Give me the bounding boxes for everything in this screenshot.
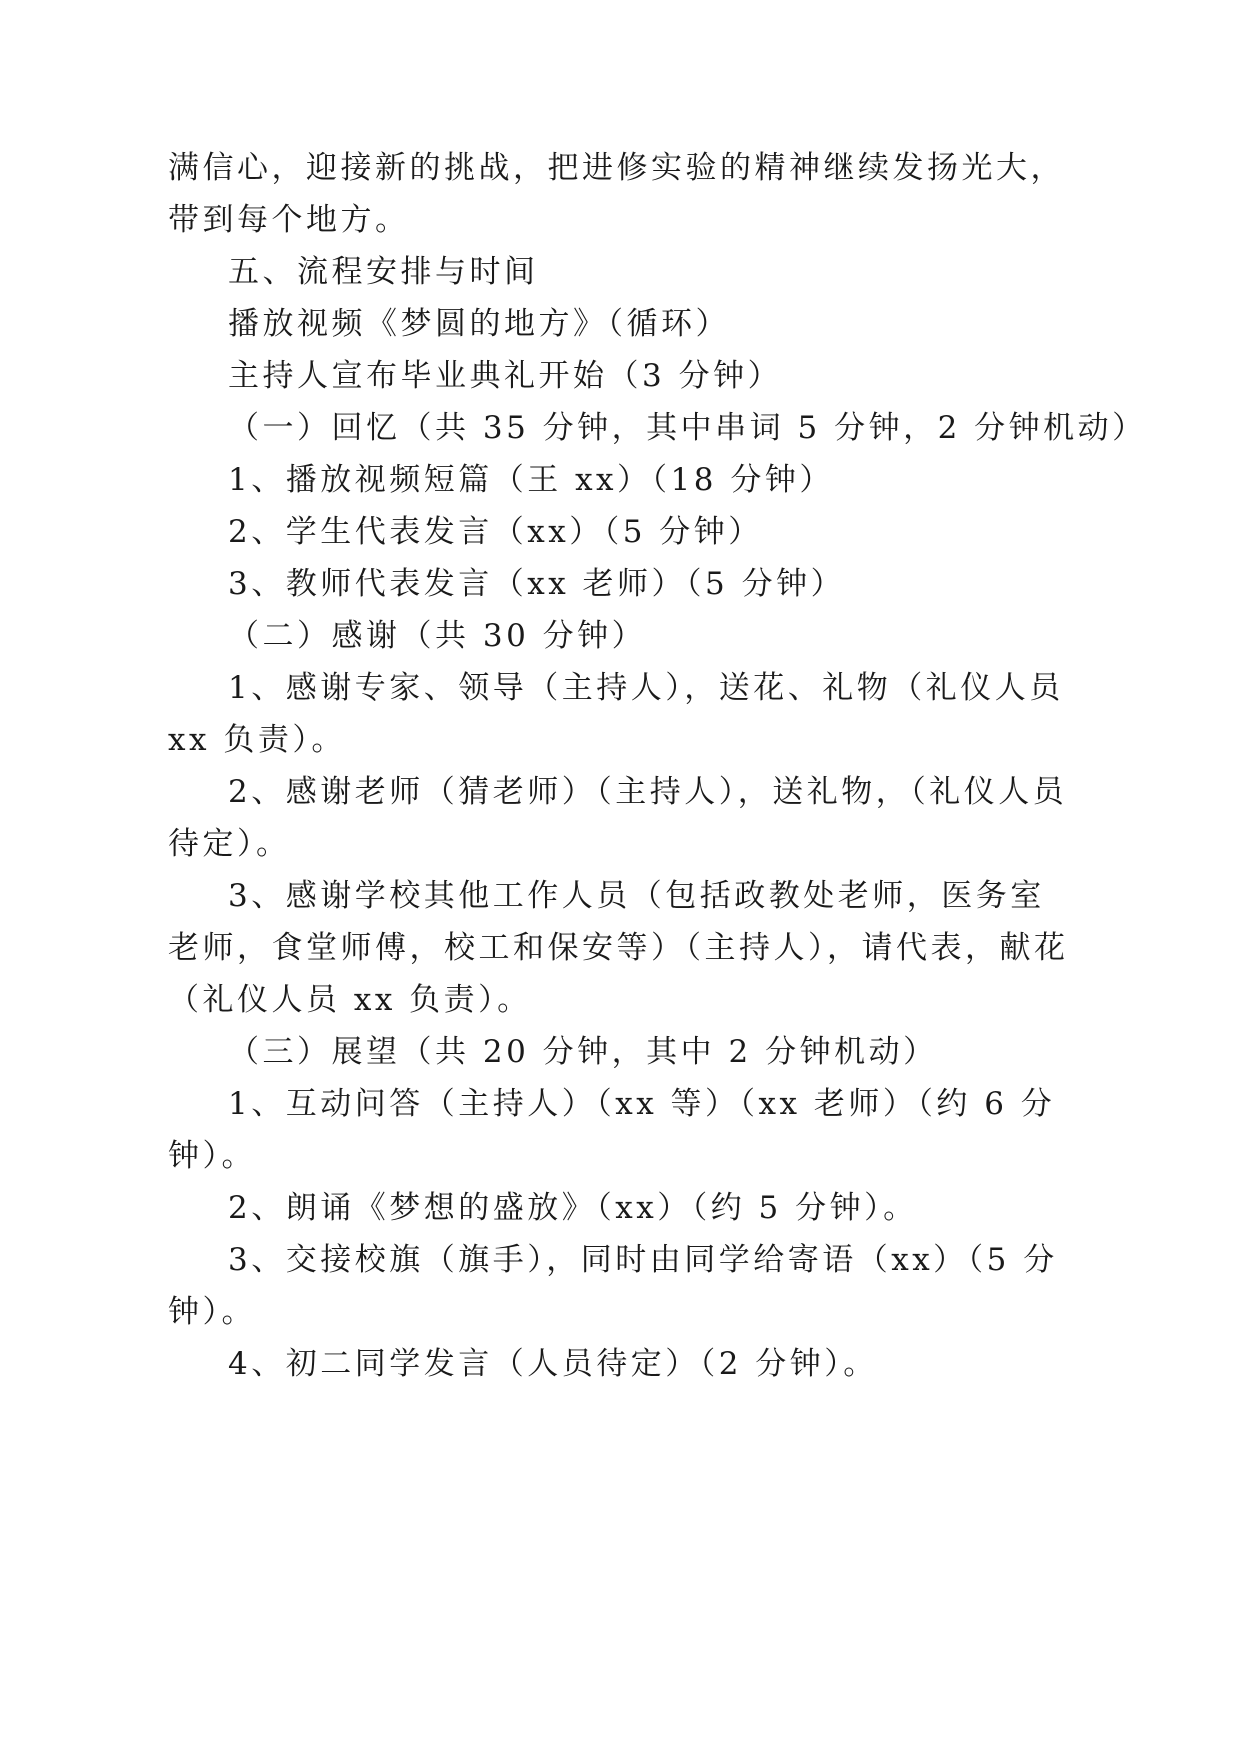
text-line: 满信心，迎接新的挑战，把进修实验的精神继续发扬光大， (168, 150, 1065, 186)
list-item: 2、朗诵《梦想的盛放》（xx）（约 5 分钟）。 (228, 1190, 918, 1226)
list-item: 2、感谢老师（猜老师）（主持人），送礼物，（礼仪人员 (228, 774, 1068, 810)
list-item: 1、播放视频短篇（王 xx）（18 分钟） (228, 462, 834, 498)
list-item: 3、交接校旗（旗手），同时由同学给寄语（xx）（5 分 (228, 1242, 1058, 1278)
list-item-continuation: xx 负责）。 (168, 722, 346, 758)
subsection-heading: （一）回忆（共 35 分钟，其中串词 5 分钟，2 分钟机动） (228, 410, 1147, 446)
list-item-continuation: 老师，食堂师傅，校工和保安等）（主持人），请代表，献花 (168, 930, 1069, 966)
list-item-continuation: 钟）。 (168, 1138, 256, 1174)
subsection-heading: （三）展望（共 20 分钟，其中 2 分钟机动） (228, 1034, 938, 1070)
text-line: 播放视频《梦圆的地方》（循环） (228, 306, 730, 342)
list-item: 3、感谢学校其他工作人员（包括政教处老师，医务室 (228, 878, 1045, 914)
list-item: 2、学生代表发言（xx）（5 分钟） (228, 514, 763, 550)
subsection-heading: （二）感谢（共 30 分钟） (228, 618, 647, 654)
list-item-continuation: （礼仪人员 xx 负责）。 (168, 982, 532, 1018)
list-item: 4、初二同学发言（人员待定）（2 分钟）。 (228, 1346, 878, 1382)
list-item-continuation: 钟）。 (168, 1294, 256, 1330)
list-item: 1、感谢专家、领导（主持人），送花、礼物（礼仪人员 (228, 670, 1064, 706)
list-item-continuation: 待定）。 (168, 826, 291, 862)
section-heading: 五、流程安排与时间 (228, 254, 539, 290)
list-item: 3、教师代表发言（xx 老师）（5 分钟） (228, 566, 846, 602)
text-line: 带到每个地方。 (168, 202, 410, 238)
text-line: 主持人宣布毕业典礼开始（3 分钟） (228, 358, 783, 394)
list-item: 1、互动问答（主持人）（xx 等）（xx 老师）（约 6 分 (228, 1086, 1056, 1122)
